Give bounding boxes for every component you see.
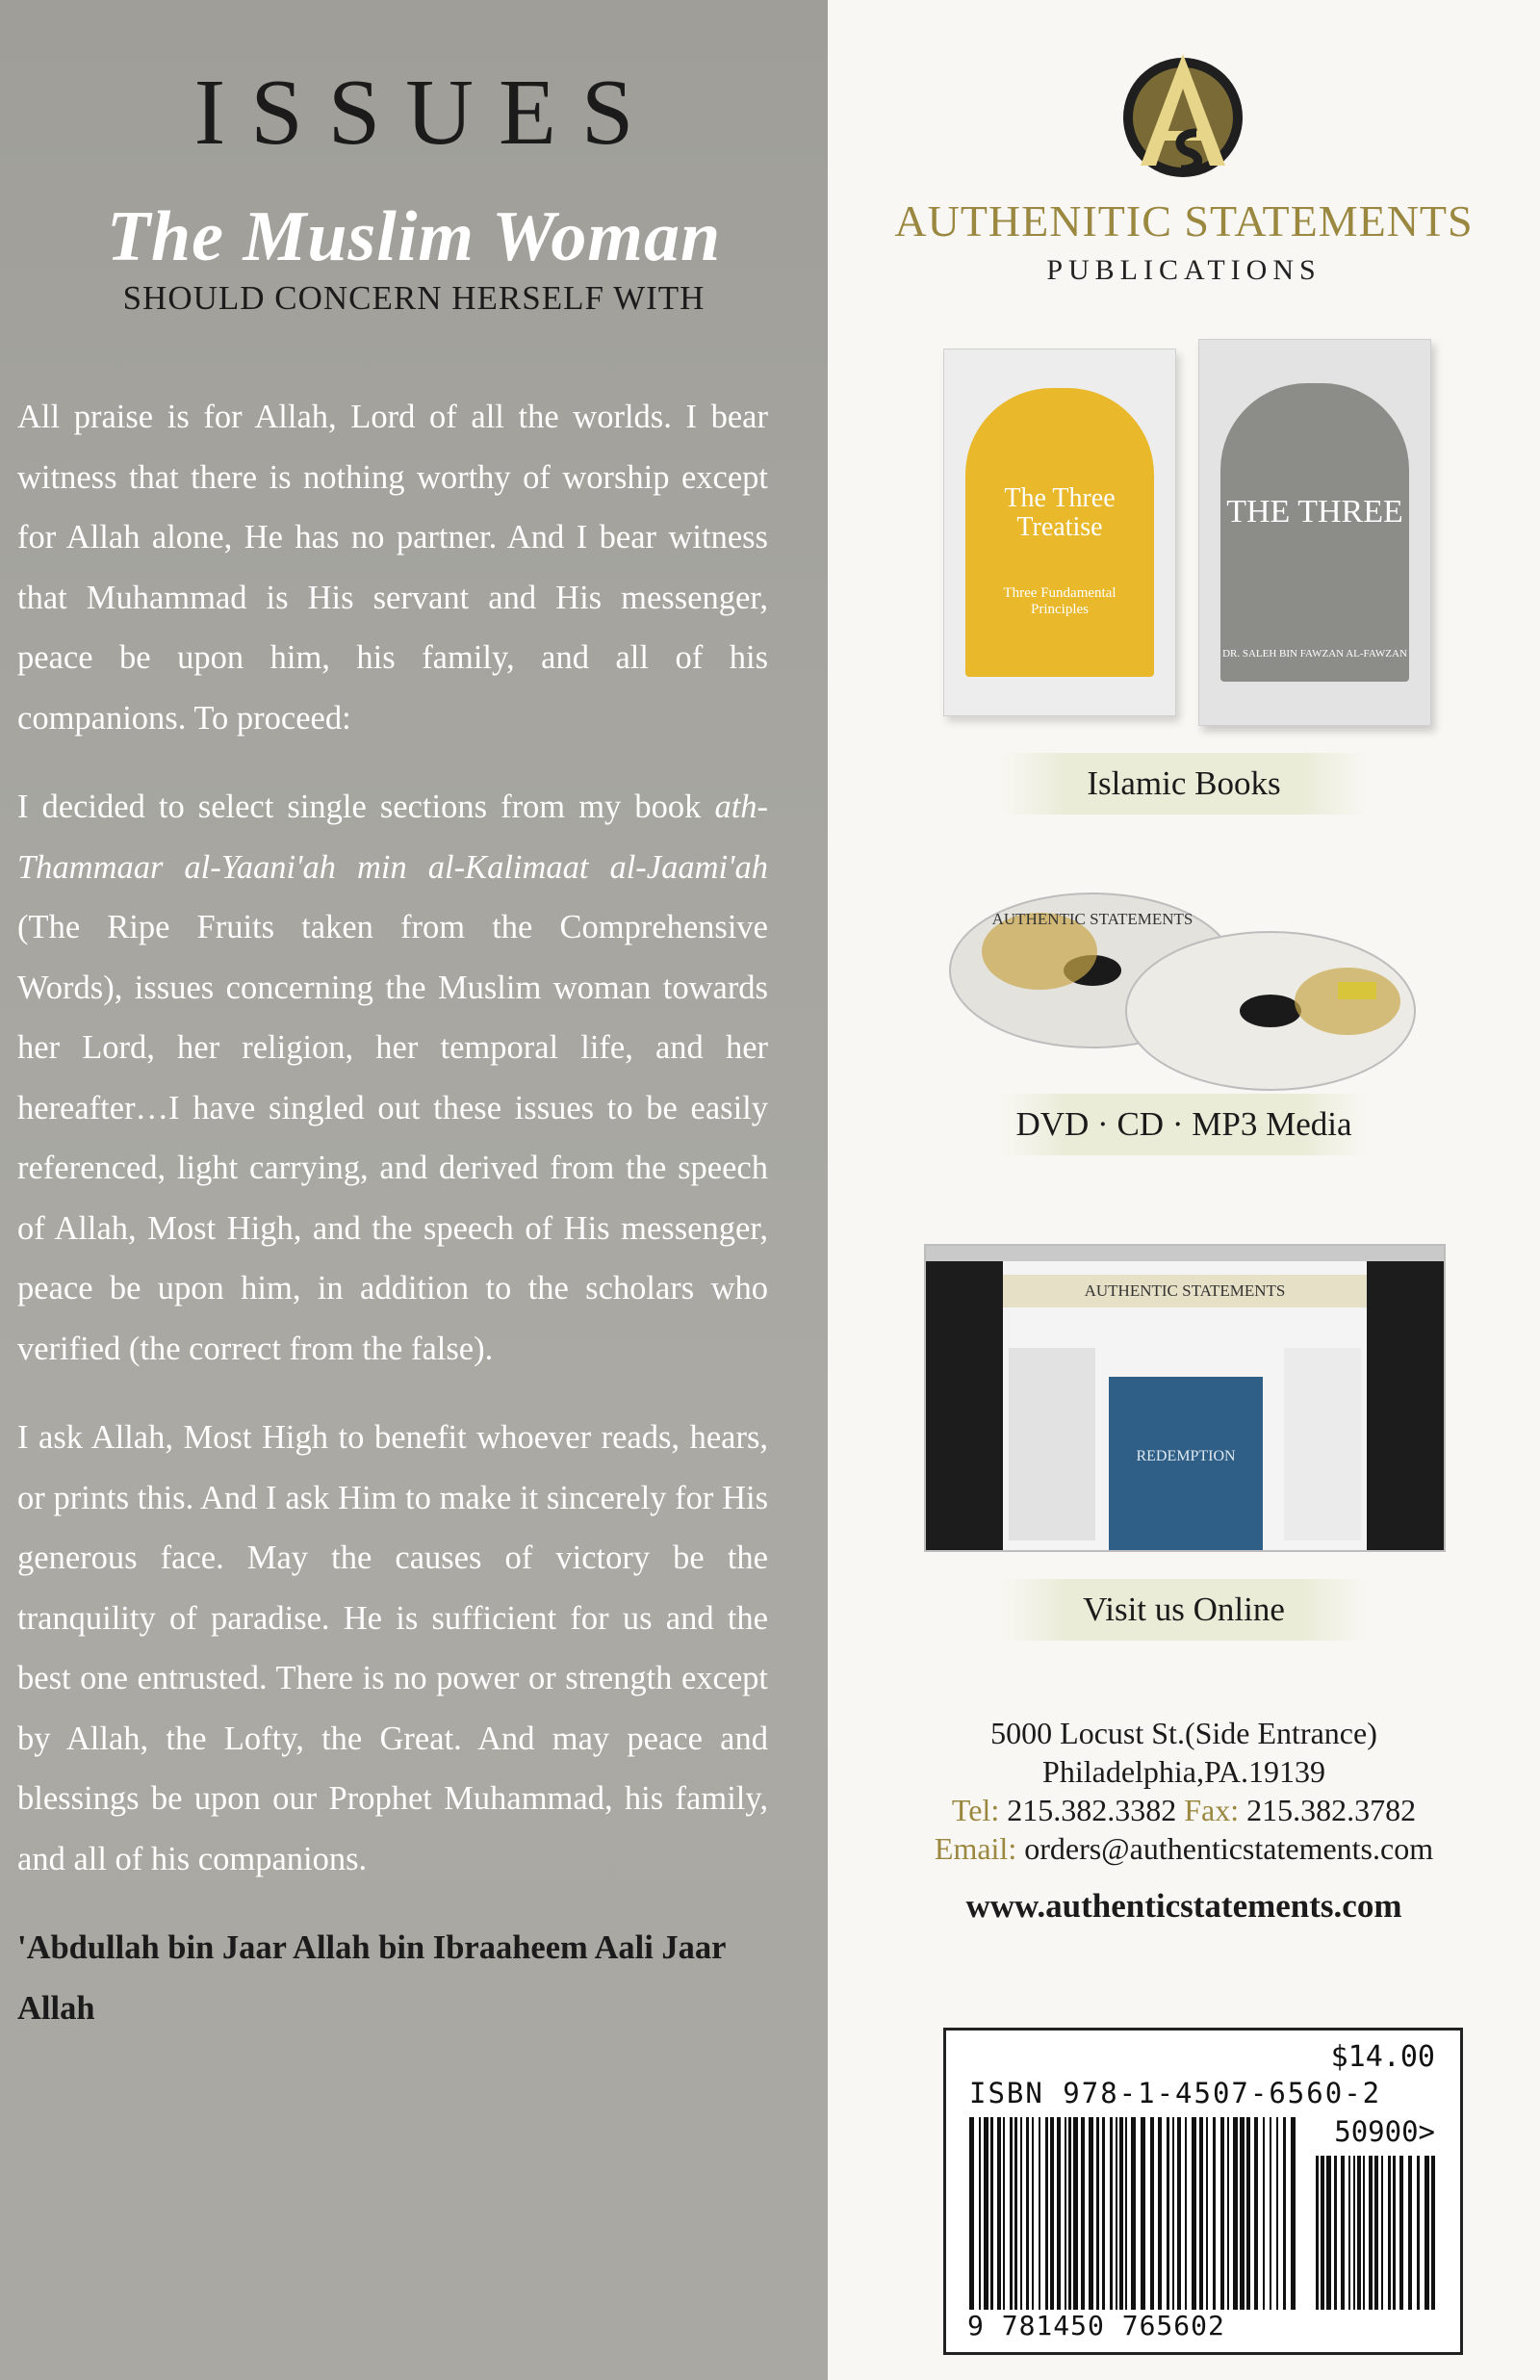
- barcode-main: [969, 2117, 1296, 2310]
- contact-block: [828, 1714, 1540, 1868]
- price: $14.00: [1330, 2040, 1435, 2074]
- barcode-bar: [1326, 2156, 1331, 2310]
- caption-islamic-books: Islamic Books: [1001, 753, 1367, 815]
- fax-label: Fax:: [1184, 1793, 1240, 1827]
- site-banner: [1109, 1377, 1263, 1550]
- barcode-bar: [1424, 2156, 1429, 2310]
- price-code: 50900>: [1334, 2115, 1435, 2148]
- barcode-bar: [1192, 2117, 1196, 2310]
- barcode-bar: [1348, 2156, 1350, 2310]
- barcode-bar: [1125, 2117, 1127, 2310]
- barcode-bar: [984, 2117, 988, 2310]
- barcode-bar: [990, 2117, 993, 2310]
- barcode-bar: [1045, 2117, 1048, 2310]
- barcode-bar: [1381, 2156, 1383, 2310]
- barcode-bar: [1081, 2117, 1085, 2310]
- paragraph-selection-intro: I decided to select single sections from my book: [17, 789, 702, 825]
- barcode-bar: [1102, 2117, 1105, 2310]
- publisher-subtitle: PUBLICATIONS: [1046, 254, 1322, 286]
- barcode-bar: [1417, 2156, 1420, 2310]
- site-right-column: [1284, 1348, 1361, 1540]
- barcode-bar: [1050, 2117, 1054, 2310]
- barcode-bar: [1254, 2117, 1258, 2310]
- barcode-bar: [1220, 2117, 1224, 2310]
- paragraph-supplication: I ask Allah, Most High to benefit whoever reads, hears, or prints this. And I ask Him to make it sincerely for His generous face. May the causes of victory be the tranquility of paradise. He is sufficient for us and the best one entrusted. There is no power or strength except by Allah, the Lofty, the Great. And may peace and blessings be upon our Prophet Muhammad, his family, and all of his companions.: [17, 1419, 768, 1877]
- book-cover-the-three: [1198, 339, 1431, 726]
- book2-author: DR. SALEH BIN FAWZAN AL-FAWZAN: [1222, 648, 1407, 660]
- barcode-bar: [1374, 2156, 1378, 2310]
- barcode-bar: [1263, 2117, 1265, 2310]
- publisher-panel: [828, 0, 1540, 2380]
- fax-number: 215.382.3782: [1246, 1793, 1417, 1827]
- caption-online: Visit us Online: [1001, 1579, 1367, 1641]
- paragraph-praise: All praise is for Allah, Lord of all the worlds. I bear witness that there is nothing worthy of worship except for Allah alone, He has no partner. And I bear witness that Muhammad is His servant and His messenger, peace be upon him, his family, and all of his companions. To proceed:: [17, 399, 768, 737]
- page-right-margin: [1367, 1261, 1444, 1550]
- isbn: ISBN 978-1-4507-6560-2: [969, 2077, 1382, 2109]
- barcode-bar: [1003, 2117, 1005, 2310]
- address-line-1: 5000 Locust St.(Side Entrance): [990, 1716, 1377, 1750]
- site-sidebar: [1009, 1348, 1095, 1540]
- barcode-bar: [1246, 2117, 1250, 2310]
- tel-number: 215.382.3382: [1007, 1793, 1177, 1827]
- paragraph-selection: [17, 777, 768, 1379]
- barcode-bar: [1065, 2117, 1066, 2310]
- barcode-bar: [1316, 2156, 1319, 2310]
- site-header: AUTHENTIC STATEMENTS: [1003, 1275, 1367, 1307]
- barcode-bar: [1233, 2117, 1238, 2310]
- barcode-bar: [1399, 2156, 1403, 2310]
- barcode-bar: [1150, 2117, 1154, 2310]
- barcode-bar: [1291, 2117, 1296, 2310]
- barcode-bar: [1357, 2156, 1361, 2310]
- address-line-2: Philadelphia,PA.19139: [1042, 1754, 1325, 1789]
- book1-subtitle: Three Fundamental Principles: [1003, 585, 1116, 617]
- barcode-bar: [1068, 2117, 1071, 2310]
- the-three-cover-panel: [1220, 383, 1409, 682]
- barcode-bar: [1026, 2117, 1029, 2310]
- barcode-bar: [1177, 2117, 1181, 2310]
- author-name: 'Abdullah bin Jaar Allah bin Ibraaheem Aali Jaar Allah: [17, 1929, 726, 2027]
- barcode-bar: [1321, 2156, 1324, 2310]
- barcode-bar: [1334, 2156, 1337, 2310]
- book-cover-treatise: [943, 349, 1176, 716]
- phone-line: [828, 1791, 1540, 1829]
- barcode-bar: [997, 2117, 1001, 2310]
- page-body: [1003, 1261, 1367, 1550]
- barcode-bar: [1393, 2156, 1396, 2310]
- barcode-bar: [979, 2117, 981, 2310]
- barcode-bar: [1276, 2117, 1278, 2310]
- paragraph-selection-rest: (The Ripe Fruits taken from the Comprehensive Words), issues concerning the Muslim woman towards her Lord, her religion, her temporal life, and her hereafter…I have singled out these issues to be easily referenced, light carrying, and derived from the speech of Allah, Most High, and the speech of His messenger, peace be upon him, in addition to the scholars who verified (the correct from the false).: [17, 909, 768, 1367]
- book2-title: THE THREE: [1226, 494, 1403, 530]
- barcode-bar: [1096, 2117, 1099, 2310]
- barcode-bar: [969, 2117, 974, 2310]
- website-url: www.authenticstatements.com: [965, 1887, 1402, 1925]
- browser-titlebar: [926, 1246, 1444, 1261]
- disc-front-illustration: [1116, 915, 1434, 1107]
- barcode-bar: [1131, 2117, 1136, 2310]
- barcode-bar: [1089, 2117, 1093, 2310]
- email-address: orders@authenticstatements.com: [1024, 1831, 1434, 1866]
- barcode-bar: [1408, 2156, 1412, 2310]
- isbn-barcode-box: [943, 2028, 1463, 2355]
- barcode-number: 9 781450 765602: [967, 2310, 1225, 2341]
- barcode-bar: [1227, 2117, 1229, 2310]
- barcode-bar: [1167, 2117, 1169, 2310]
- barcode-bar: [1353, 2156, 1355, 2310]
- disc-label: AUTHENTIC STATEMENTS: [991, 910, 1194, 928]
- barcode-bar: [1369, 2156, 1373, 2310]
- barcode-bar: [1116, 2117, 1117, 2310]
- barcode-bar: [1010, 2117, 1013, 2310]
- description-text: [17, 387, 768, 2067]
- barcode-bar: [1110, 2117, 1113, 2310]
- site-banner-title: REDEMPTION: [1136, 1448, 1236, 1464]
- email-line: [828, 1829, 1540, 1868]
- tel-label: Tel:: [951, 1793, 1000, 1827]
- book-subtitle-script: The Muslim Woman: [106, 197, 722, 276]
- barcode-bar: [1073, 2117, 1078, 2310]
- barcode-bar: [1388, 2156, 1391, 2310]
- book-title: ISSUES: [193, 61, 659, 165]
- barcode-bar: [1363, 2156, 1365, 2310]
- barcode-bar: [1032, 2117, 1034, 2310]
- barcode-bar: [1172, 2117, 1174, 2310]
- barcode-bar: [1185, 2117, 1187, 2310]
- barcode-bar: [1270, 2117, 1271, 2310]
- barcode-bar: [1057, 2117, 1061, 2310]
- book1-title: The Three Treatise: [1004, 483, 1116, 542]
- disc-front-hub: [1240, 995, 1301, 1027]
- barcode-bar: [1240, 2117, 1245, 2310]
- publisher-logo: [1121, 40, 1245, 191]
- source-book-title: ath-Thammaar al-Yaani'ah min al-Kalimaat al-Jaami'ah: [17, 789, 769, 886]
- barcode-bar: [1213, 2117, 1216, 2310]
- barcode-bar: [1020, 2117, 1022, 2310]
- barcode-bar: [1206, 2117, 1208, 2310]
- barcode-bar: [1141, 2117, 1145, 2310]
- barcode-bar: [1158, 2117, 1162, 2310]
- email-label: Email:: [934, 1831, 1017, 1866]
- barcode-bar: [1341, 2156, 1345, 2310]
- barcode-bar: [1199, 2117, 1203, 2310]
- page-left-margin: [926, 1261, 1003, 1550]
- barcode-bar: [1283, 2117, 1286, 2310]
- barcode-bar: [1119, 2117, 1123, 2310]
- barcode-bar: [1039, 2117, 1040, 2310]
- book-subtitle-caps: SHOULD CONCERN HERSELF WITH: [122, 279, 706, 317]
- website-screenshot: [924, 1244, 1446, 1552]
- barcode-supplement: [1316, 2156, 1441, 2310]
- barcode-bar: [1431, 2156, 1435, 2310]
- barcode-bar: [1014, 2117, 1017, 2310]
- caption-media: DVD · CD · MP3 Media: [1001, 1094, 1367, 1155]
- publisher-name: AUTHENITIC STATEMENTS: [894, 196, 1474, 246]
